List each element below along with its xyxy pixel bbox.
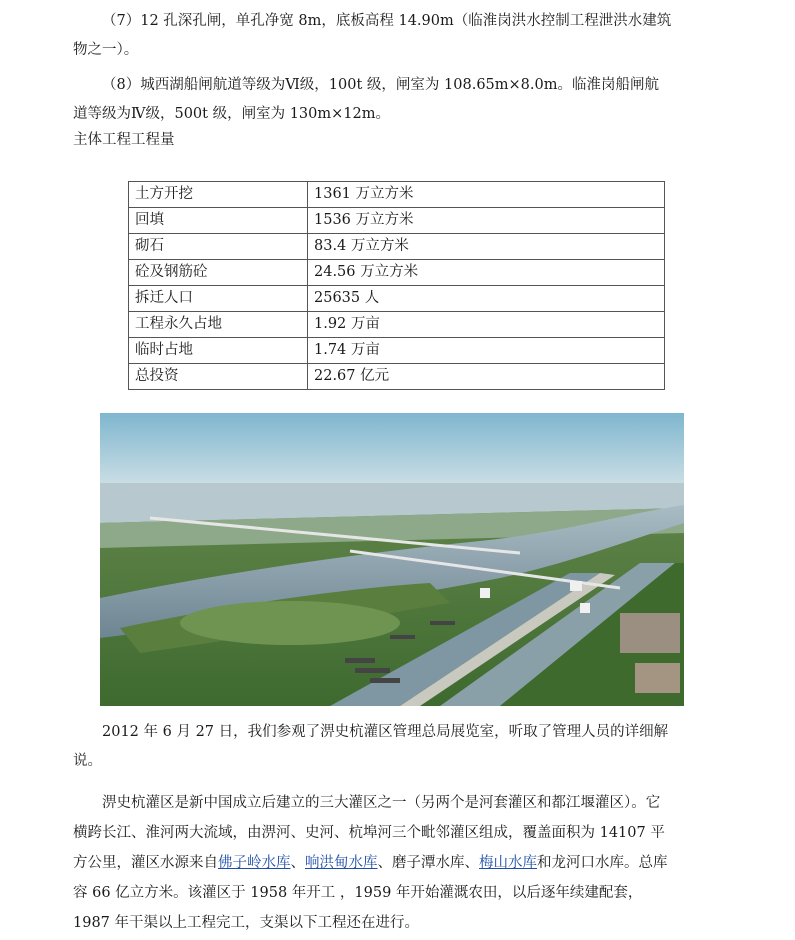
- link-meishan-reservoir[interactable]: 梅山水库: [479, 855, 537, 871]
- section-heading: 主体工程工程量: [73, 132, 175, 148]
- table-row: [129, 208, 665, 234]
- paragraph-visit: 2012 年 6 月 27 日，我们参观了淠史杭灌区管理总局展览室，听取了管理人员的详细解说。: [73, 724, 669, 769]
- district-text-b: 、磨子潭水库、: [377, 855, 479, 871]
- link-xianghongdian-reservoir[interactable]: 响洪甸水库: [305, 855, 378, 871]
- table-cell-value: 22.67 亿元: [308, 364, 665, 390]
- table-row: [129, 364, 665, 390]
- table-cell-item: 砌石: [129, 234, 308, 260]
- table-row: [129, 286, 665, 312]
- table-cell-item: 土方开挖: [129, 182, 308, 208]
- table-cell-item: 砼及钢筋砼: [129, 260, 308, 286]
- separator: 、: [290, 855, 305, 871]
- link-foziling-reservoir[interactable]: 佛子岭水库: [218, 855, 291, 871]
- table-row: [129, 182, 665, 208]
- district-text-c: 和龙河口水库。总库容 66 亿立方米。该灌区于 1958 年开工 ，1959 年开始灌溉农田，以后逐年续建配套，1987 年干渠以上工程完工，支渠以下工程还在进行。: [73, 855, 668, 931]
- table-cell-item: 回填: [129, 208, 308, 234]
- table-cell-value: 1536 万立方米: [308, 208, 665, 234]
- table-cell-item: 拆迁人口: [129, 286, 308, 312]
- table-row: [129, 260, 665, 286]
- paragraph-item-7: （7）12 孔深孔闸，单孔净宽 8m，底板高程 14.90m（临淮岗洪水控制工程泄洪水建筑物之一）。: [73, 13, 672, 58]
- table-cell-value: 1.92 万亩: [308, 312, 665, 338]
- table-row: [129, 338, 665, 364]
- table-cell-item: 工程永久占地: [129, 312, 308, 338]
- table-cell-value: 1.74 万亩: [308, 338, 665, 364]
- table-cell-value: 24.56 万立方米: [308, 260, 665, 286]
- table-row: [129, 234, 665, 260]
- table-cell-value: 83.4 万立方米: [308, 234, 665, 260]
- paragraph-irrigation-district: [73, 788, 673, 938]
- table-cell-value: 25635 人: [308, 286, 665, 312]
- table-row: [129, 312, 665, 338]
- aerial-photo-sluice: [100, 413, 684, 706]
- paragraph-item-8: （8）城西湖船闸航道等级为Ⅵ级，100t 级，闸室为 108.65m×8.0m。临淮岗船闸航道等级为Ⅳ级，500t 级，闸室为 130m×12m。: [73, 77, 659, 122]
- table-cell-item: 临时占地: [129, 338, 308, 364]
- table-cell-item: 总投资: [129, 364, 308, 390]
- table-cell-value: 1361 万立方米: [308, 182, 665, 208]
- quantities-table: [128, 181, 665, 390]
- district-text-a: 淠史杭灌区是新中国成立后建立的三大灌区之一（另两个是河套灌区和都江堰灌区）。它横跨长江、淮河两大流域，由淠河、史河、杭埠河三个毗邻灌区组成，覆盖面积为 14107 平方公里，灌区水源来自: [73, 795, 665, 871]
